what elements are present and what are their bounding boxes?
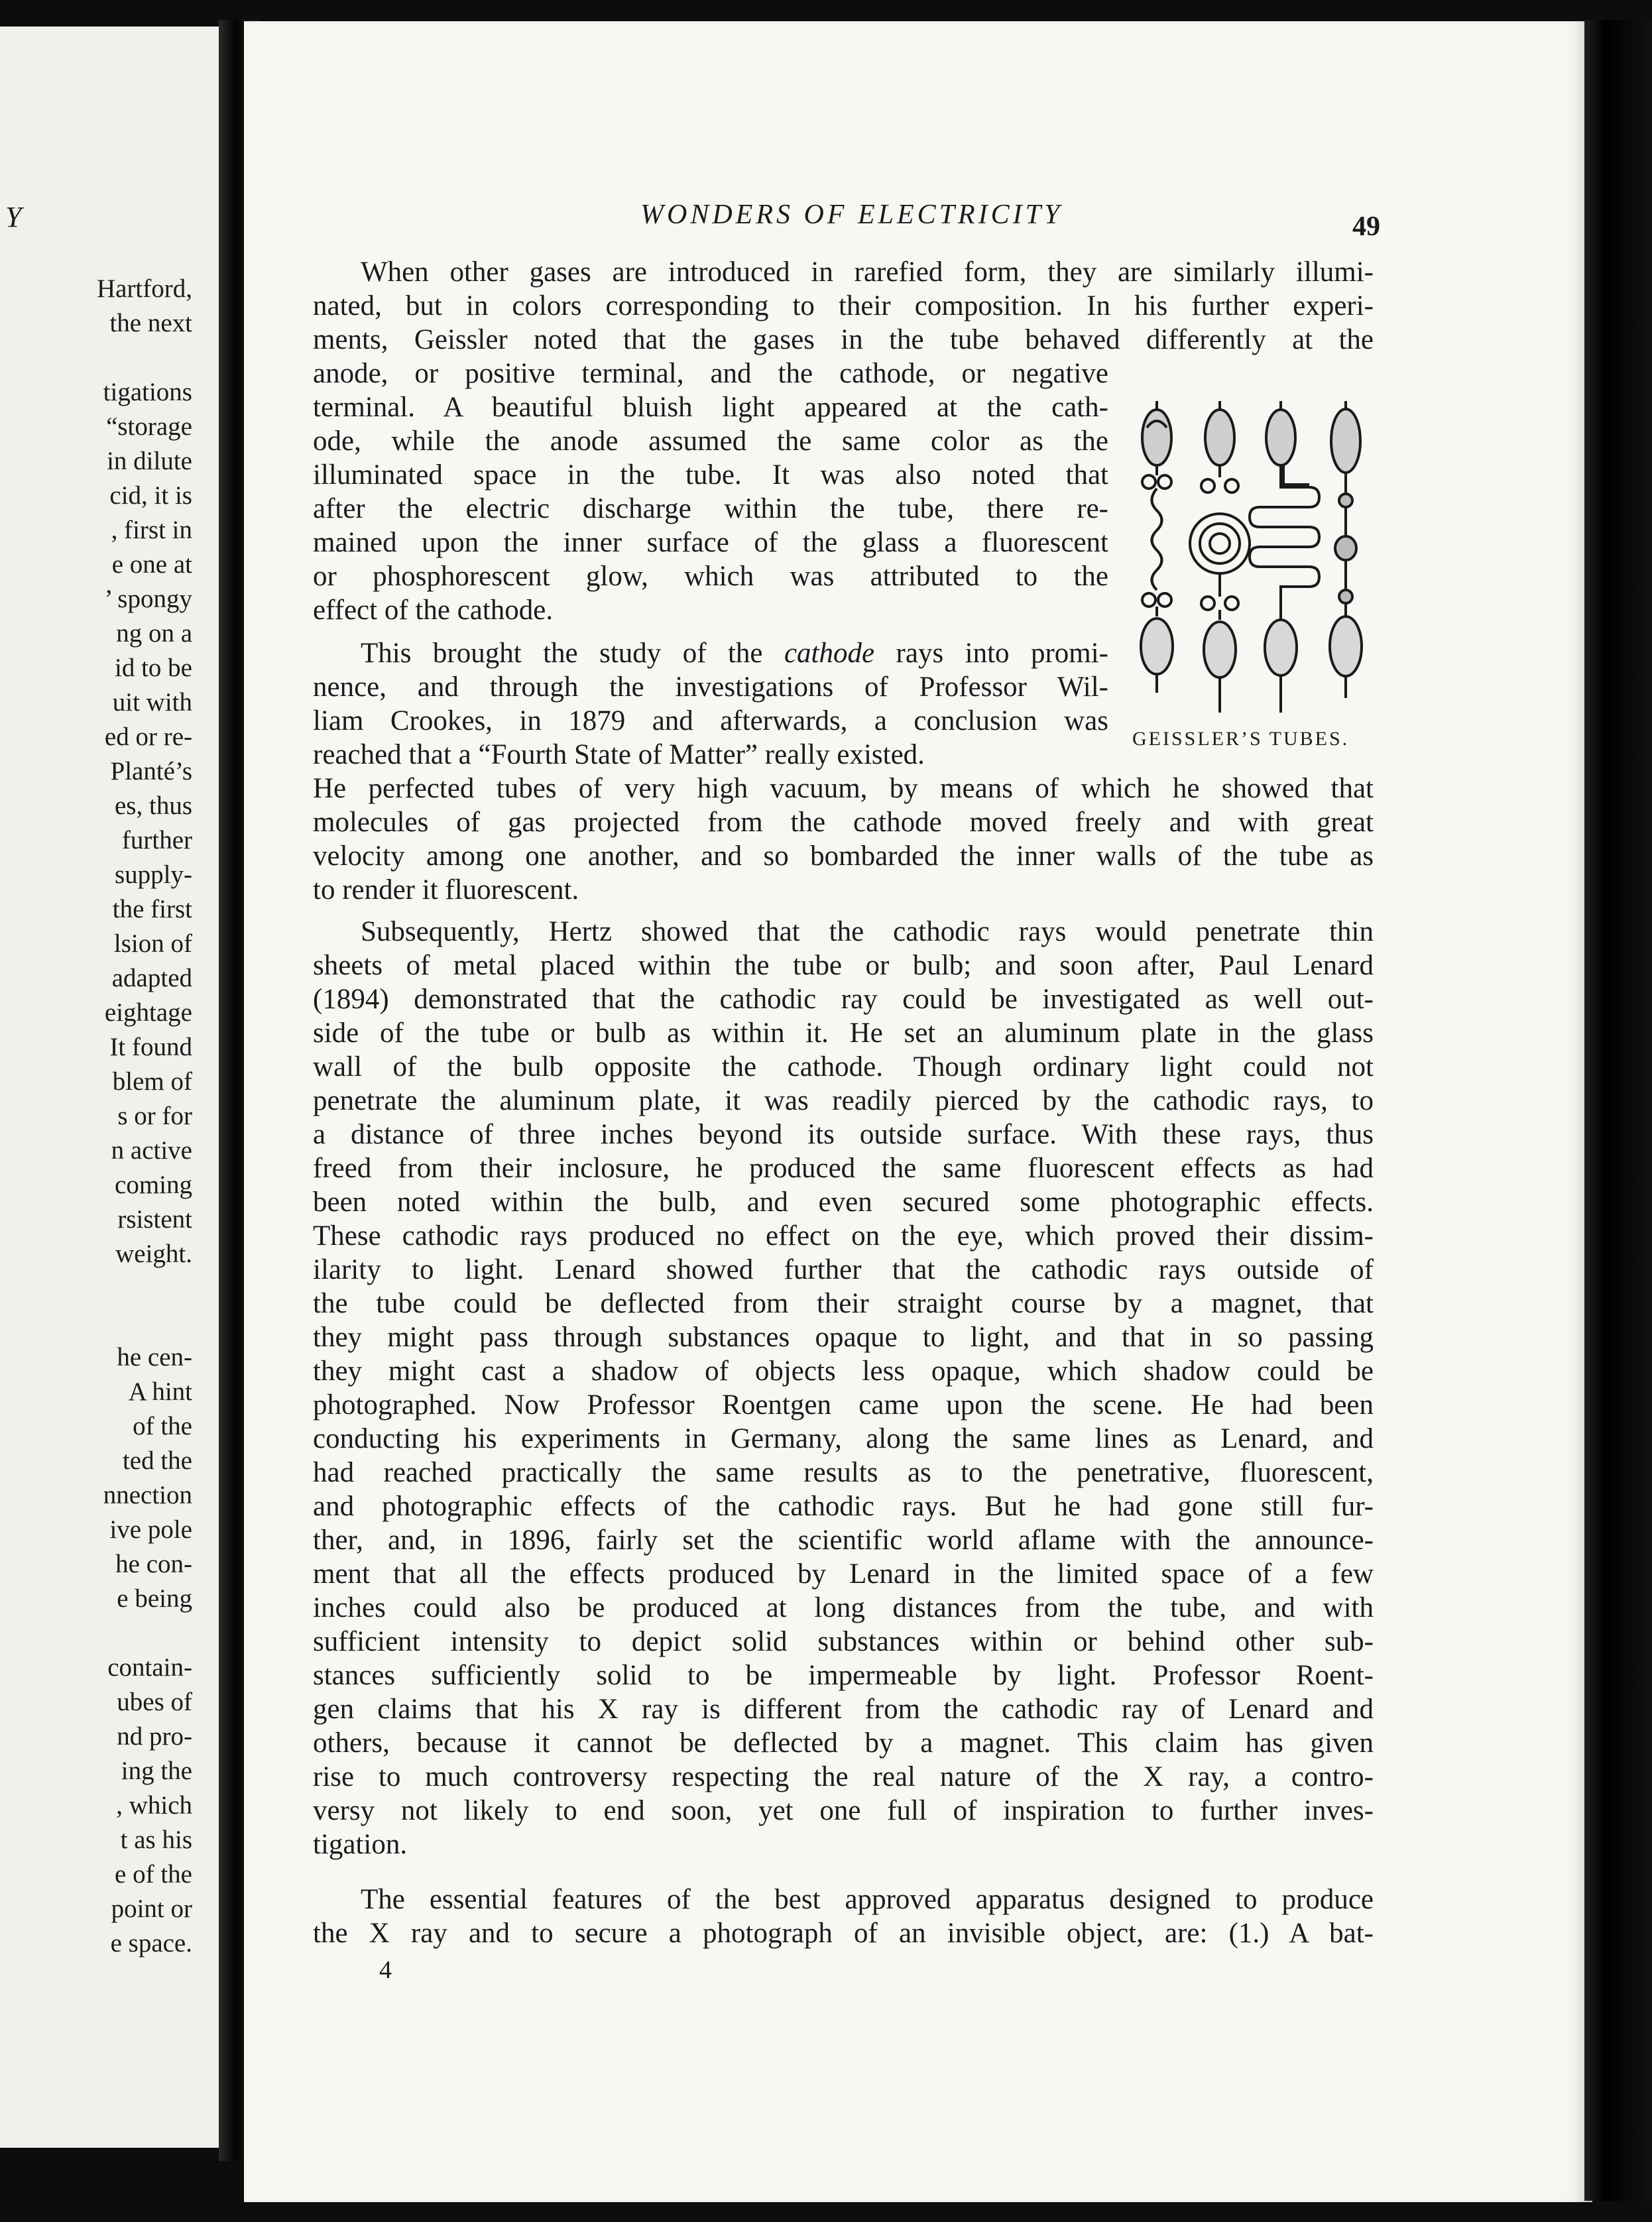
paragraph-4 bbox=[313, 1883, 1374, 1950]
text-line: ment that all the effects produced by Lenard in the limited space of a few bbox=[313, 1558, 1374, 1590]
text-line: These cathodic rays produced no effect on the eye, which proved their dissim- bbox=[313, 1220, 1374, 1252]
text-line: freed from their inclosure, he produced the same fluorescent effects as had bbox=[313, 1153, 1374, 1184]
text-line: had reached practically the same results as to the penetrative, fluorescent, bbox=[313, 1457, 1374, 1488]
text-line: ments, Geissler noted that the gases in the tube behaved differently at the bbox=[313, 324, 1374, 355]
figure-caption: GEISSLER’S TUBES. bbox=[1132, 728, 1350, 750]
text-line: penetrate the aluminum plate, it was readily pierced by the cathodic rays, to bbox=[313, 1085, 1374, 1116]
text-line: ilarity to light. Lenard showed further that the cathodic rays outside of bbox=[313, 1254, 1374, 1285]
text-line: after the electric discharge within the tube, there re- bbox=[313, 493, 1108, 524]
text-line: conducting his experiments in Germany, along the same lines as Lenard, and bbox=[313, 1423, 1374, 1454]
text-line: The essential features of the best approved apparatus designed to produce bbox=[361, 1884, 1374, 1915]
text-line: others, because it cannot be deflected by a magnet. This claim has given bbox=[313, 1727, 1374, 1759]
text-line: ther, and, in 1896, fairly set the scientific world aflame with the announce- bbox=[313, 1525, 1374, 1556]
signature-mark: 4 bbox=[379, 1956, 392, 1984]
text-line: nated, but in colors corresponding to their composition. In his further experi- bbox=[313, 290, 1374, 322]
text-line: He perfected tubes of very high vacuum, by means of which he showed that bbox=[313, 773, 1374, 804]
text-line: ode, while the anode assumed the same color as the bbox=[313, 426, 1108, 457]
text-line: velocity among one another, and so bombarded the inner walls of the tube as bbox=[313, 841, 1374, 872]
text-line: stances sufficiently solid to be impermeable by light. Professor Roent- bbox=[313, 1660, 1374, 1691]
page-number: 49 bbox=[1352, 211, 1380, 242]
text-line: liam Crookes, in 1879 and afterwards, a conclusion was bbox=[313, 705, 1108, 736]
text-line: mained upon the inner surface of the glass a fluorescent bbox=[313, 527, 1108, 558]
previous-page-fragment bbox=[0, 27, 219, 2148]
text-line: anode, or positive terminal, and the cathode, or negative bbox=[313, 358, 1108, 389]
text-line: reached that a “Fourth State of Matter” really existed. bbox=[313, 739, 925, 770]
text-line: inches could also be produced at long distances from the tube, and with bbox=[313, 1592, 1374, 1623]
previous-page-running-head: Y bbox=[5, 201, 23, 233]
paragraph-2-narrow bbox=[313, 670, 1108, 772]
text-line: Subsequently, Hertz showed that the cathodic rays would penetrate thin bbox=[361, 916, 1374, 947]
text-line: the tube could be deflected from their straight course by a magnet, that bbox=[313, 1288, 1374, 1319]
text-line: tigation. bbox=[313, 1829, 408, 1860]
text-line: rise to much controversy respecting the real nature of the X ray, a contro- bbox=[313, 1761, 1374, 1792]
geissler-tubes-illustration bbox=[1127, 401, 1379, 726]
text-line: wall of the bulb opposite the cathode. Though ordinary light could not bbox=[313, 1051, 1374, 1082]
previous-page-text: Hartford, the next tigations “storage in dilute cid, it is , first in e one at ’ spongy ng on a id to be uit with ed or re- Planté’s es, thus further supply- the first lsion of adapted eightage It found blem of s or for n active coming rsistent weight. he cen- A hint of the ted the nnection ive pole he con- e being contain- ubes of nd pro- ing the , which t as his e of the point or e space. bbox=[96, 274, 192, 1958]
text-line: When other gases are introduced in rarefied form, they are similarly illumi- bbox=[361, 257, 1374, 288]
page-edge bbox=[1584, 20, 1652, 2201]
text-line: gen claims that his X ray is different from the cathodic ray of Lenard and bbox=[313, 1694, 1374, 1725]
text-line: or phosphorescent glow, which was attributed to the bbox=[313, 561, 1108, 592]
text-line: illuminated space in the tube. It was also noted that bbox=[313, 459, 1108, 491]
text-line: (1894) demonstrated that the cathodic ray could be investigated as well out- bbox=[313, 984, 1374, 1015]
text-line: they might pass through substances opaque to light, and that in so passing bbox=[313, 1322, 1374, 1353]
text-line: they might cast a shadow of objects less opaque, which shadow could be bbox=[313, 1356, 1374, 1387]
text-line: photographed. Now Professor Roentgen came upon the scene. He had been bbox=[313, 1389, 1374, 1421]
text-line: molecules of gas projected from the cathode moved freely and with great bbox=[313, 807, 1374, 838]
text-line: a distance of three inches beyond its outside surface. With these rays, thus bbox=[313, 1119, 1374, 1150]
paragraph-2-wide bbox=[313, 772, 1374, 907]
text-line: sheets of metal placed within the tube or bulb; and soon after, Paul Lenard bbox=[313, 950, 1374, 981]
cathode-italic: cathode bbox=[784, 638, 875, 669]
text-line: been noted within the bulb, and even secured some photographic effects. bbox=[313, 1187, 1374, 1218]
paragraph-3 bbox=[313, 915, 1374, 1861]
text-line: effect of the cathode. bbox=[313, 595, 554, 626]
paragraph-1-continued bbox=[313, 357, 1108, 627]
running-head: WONDERS OF ELECTRICITY bbox=[640, 200, 1063, 230]
text-line: side of the tube or bulb as within it. He set an aluminum plate in the glass bbox=[313, 1018, 1374, 1049]
paragraph-1-intro bbox=[313, 255, 1374, 357]
text-line: versy not likely to end soon, yet one full of inspiration to further inves- bbox=[313, 1795, 1374, 1826]
paragraph-2-first-line: This brought the study of the cathode rays into promi- bbox=[361, 638, 1108, 669]
text-line: terminal. A beautiful bluish light appeared at the cath- bbox=[313, 392, 1108, 423]
text-line: the X ray and to secure a photograph of an invisible object, are: (1.) A bat- bbox=[313, 1918, 1374, 1949]
text-line: and photographic effects of the cathodic rays. But he had gone still fur- bbox=[313, 1491, 1374, 1522]
text-line: sufficient intensity to depict solid substances within or behind other sub- bbox=[313, 1626, 1374, 1657]
text-line: nence, and through the investigations of Professor Wil- bbox=[313, 672, 1108, 703]
text-line: to render it fluorescent. bbox=[313, 874, 579, 906]
